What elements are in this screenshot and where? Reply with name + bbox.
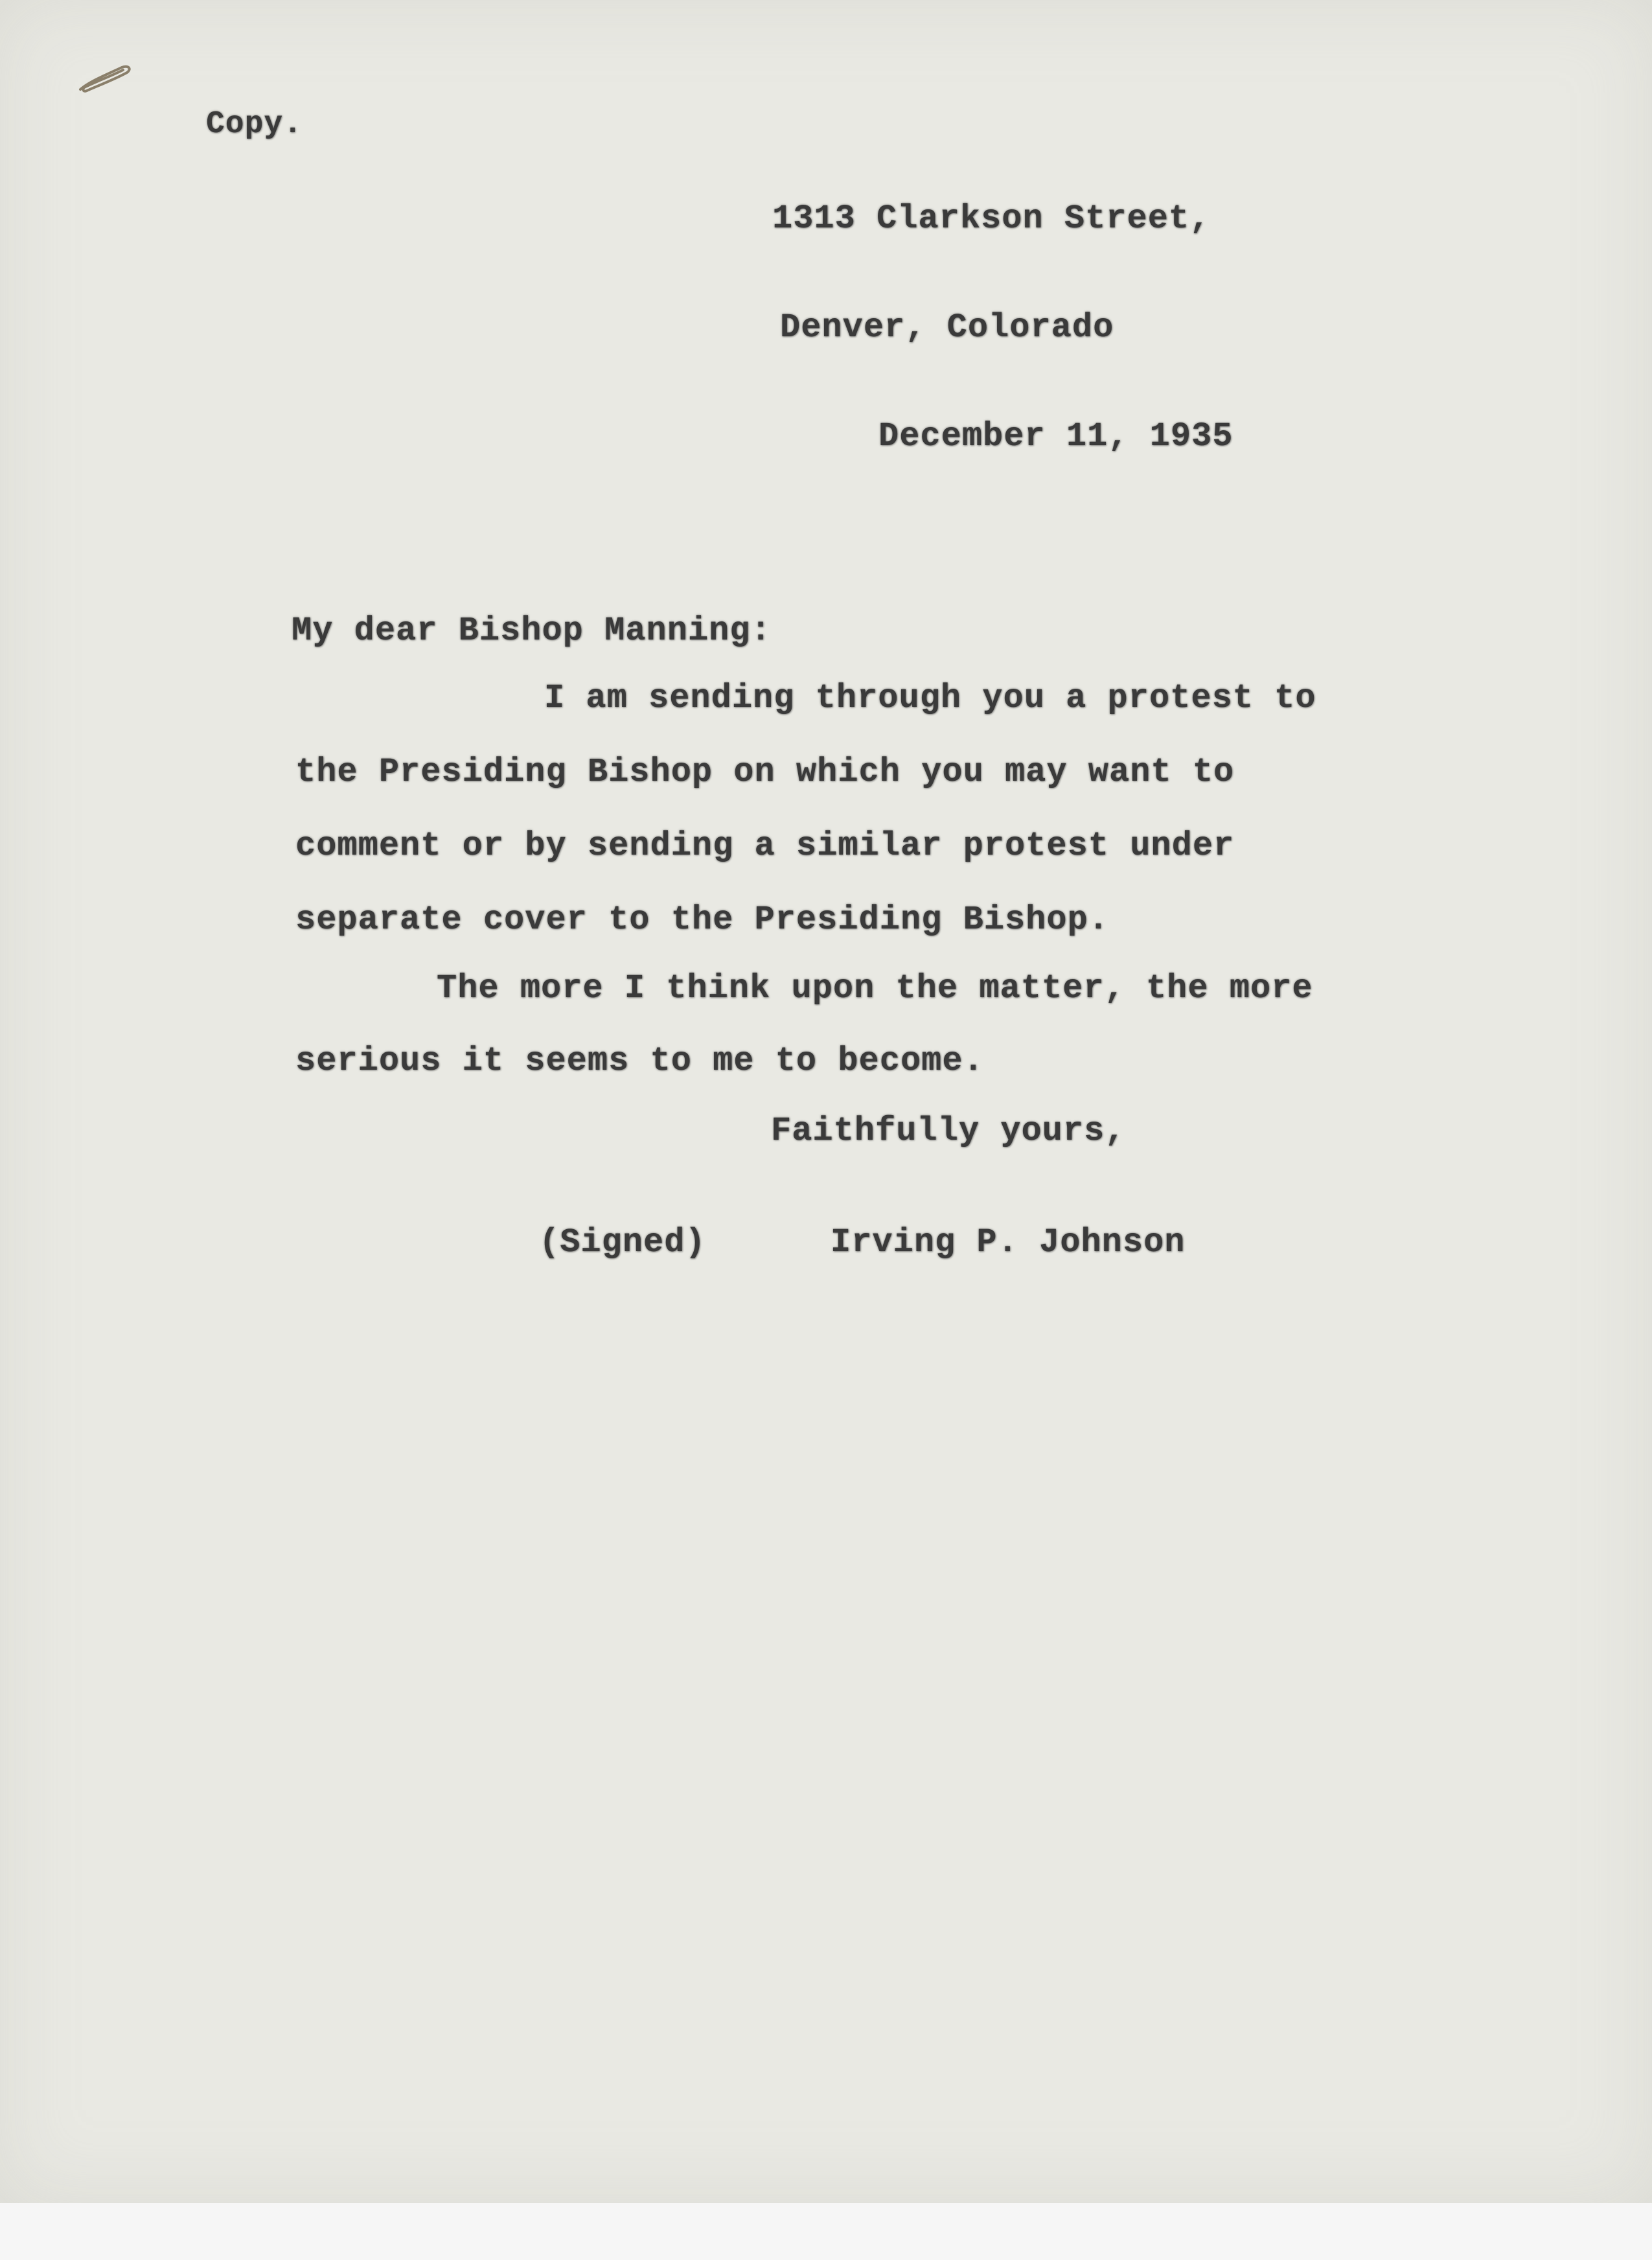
body-line: serious it seems to me to become. (295, 1042, 984, 1080)
address-street: 1313 Clarkson Street, (772, 200, 1211, 238)
body-line: separate cover to the Presiding Bishop. (295, 901, 1109, 939)
letter-date: December 11, 1935 (878, 417, 1233, 455)
signer-name: Irving P. Johnson (831, 1223, 1186, 1262)
body-line: comment or by sending a similar protest under (295, 827, 1235, 865)
body-line: I am sending through you a protest to (544, 679, 1316, 717)
body-line: The more I think upon the matter, the more (437, 969, 1313, 1008)
closing: Faithfully yours, (771, 1112, 1126, 1150)
paperclip-icon (76, 62, 135, 95)
address-city: Denver, Colorado (780, 308, 1114, 347)
salutation: My dear Bishop Manning: (292, 612, 772, 650)
scan-margin (0, 2203, 1652, 2260)
signed-label: (Signed) (539, 1223, 706, 1262)
copy-mark: Copy. (206, 107, 303, 142)
body-line: the Presiding Bishop on which you may want to (295, 753, 1235, 791)
